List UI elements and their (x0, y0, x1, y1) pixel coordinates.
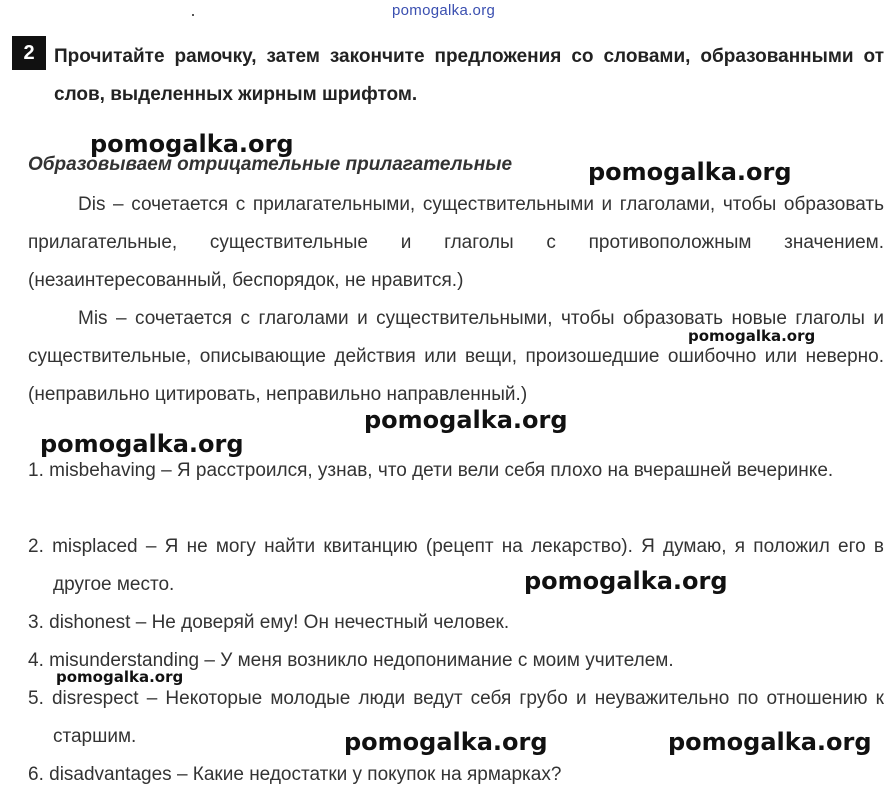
list-item: 3. dishonest – Не доверяй ему! Он нечестный человек. (28, 612, 510, 633)
rule-paragraph-mis: Mis – сочетается с глаголами и существительными, чтобы образовать новые глаголы и существительные, описывающие действия или вещи, произошедшие ошибочно или неверно. (неправильно цитировать, неправильно направленный.) (28, 308, 884, 405)
list-item: 1. misbehaving – Я расстроился, узнав, что дети вели себя плохо на вчерашней вечеринке. (28, 460, 834, 481)
top-watermark: pomogalka.org (392, 2, 496, 19)
list-item: 5. disrespect – Некоторые молодые люди ведут себя грубо и неуважительно по отношению к старшим. (28, 688, 884, 747)
task-instruction: Прочитайте рамочку, затем закончите предложения со словами, образованными от слов, выделенных жирным шрифтом. (54, 46, 884, 105)
list-item: 4. misunderstanding – У меня возникло недопонимание с моим учителем. (28, 650, 674, 671)
watermark: pomogalka.org (668, 728, 872, 756)
watermark: pomogalka.org (524, 567, 728, 595)
watermark: pomogalka.org (90, 130, 294, 158)
section-title: Образовываем отрицательные прилагательные (28, 154, 513, 175)
task-number-badge: 2 (12, 36, 46, 70)
watermark: pomogalka.org (364, 406, 568, 434)
watermark: pomogalka.org (344, 728, 548, 756)
watermark: pomogalka.org (40, 430, 244, 458)
list-item: 6. disadvantages – Какие недостатки у покупок на ярмарках? (28, 764, 562, 785)
dot-mark (192, 14, 194, 16)
watermark: pomogalka.org (688, 327, 816, 345)
list-item: 2. misplaced – Я не могу найти квитанцию (рецепт на лекарство). Я думаю, я положил его в другое место. (28, 536, 884, 595)
rule-paragraph-dis: Dis – сочетается с прилагательными, существительными и глаголами, чтобы образовать прилагательные, существительные и глаголы с противоположным значением. (незаинтересованный, беспорядок, не нравится.) (28, 194, 884, 291)
watermark: pomogalka.org (56, 668, 184, 686)
watermark: pomogalka.org (588, 158, 792, 186)
